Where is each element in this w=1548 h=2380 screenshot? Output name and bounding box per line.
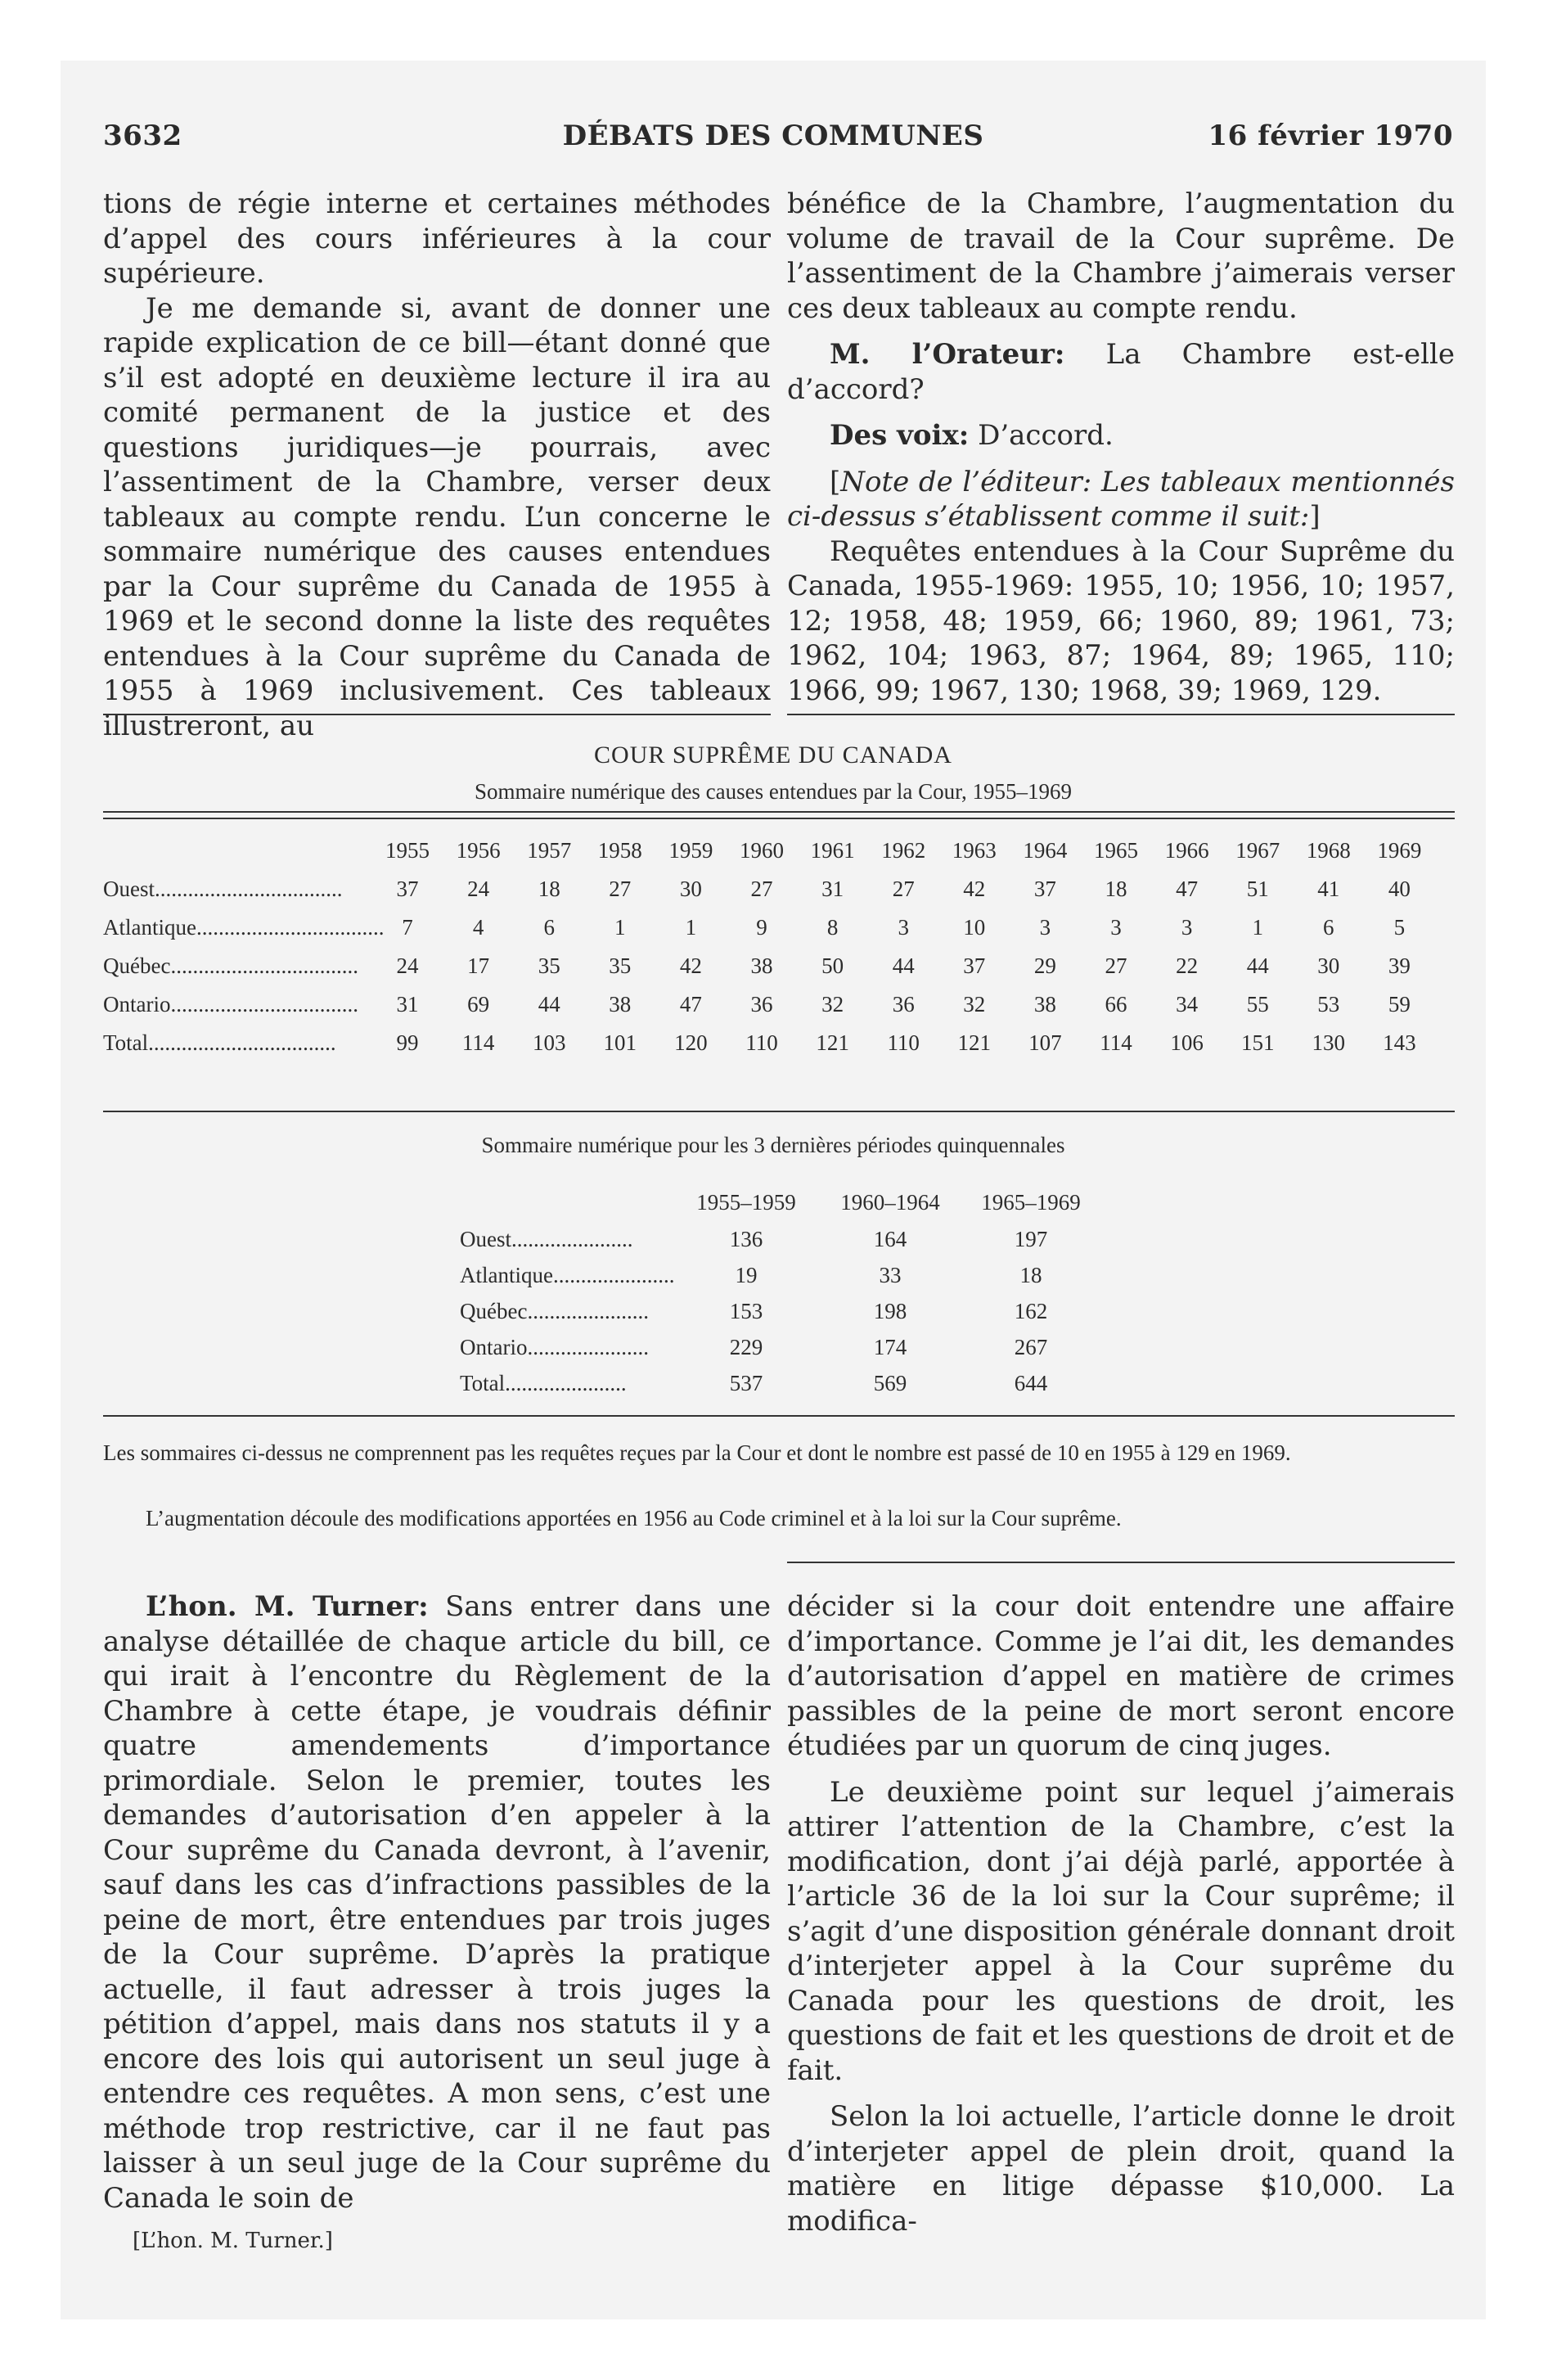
table-cell: 130 <box>1312 1030 1346 1055</box>
table-cell: 101 <box>603 1030 637 1055</box>
table-cell: 40 <box>1388 877 1411 901</box>
table-cell: 29 <box>1033 953 1056 978</box>
table-cell: 120 <box>674 1030 708 1055</box>
year-header: 1960 <box>740 838 784 863</box>
table-cell: 38 <box>750 953 773 978</box>
table-cell: 37 <box>396 877 419 901</box>
table-cell: 39 <box>1388 953 1411 978</box>
year-header: 1965 <box>1094 838 1138 863</box>
table-cell: 106 <box>1170 1030 1204 1055</box>
row-label-text: Québec <box>103 953 171 978</box>
table-cell: 42 <box>963 877 986 901</box>
paragraph: Je me demande si, avant de donner une rapide explication de ce bill—étant donné que s’il est adopté en deuxième lecture il ira au comité permanent de la justice et des questions juridiques—je pourrais, avec l’assentiment de la Chambre, verser deux tableaux au compte rendu. L’un concerne le sommaire numérique des causes entendues par la Cour suprême du Canada de 1955 à 1969 et le second donne la liste des requêtes entendues à la Cour suprême du Canada de 1955 à 1969 inclusivement. Ces tableaux illustreront, au <box>103 291 771 742</box>
table-cell: 35 <box>538 953 560 978</box>
table-cell: 18 <box>1105 877 1127 901</box>
row-label <box>460 1335 649 1360</box>
table-cell: 66 <box>1105 992 1127 1016</box>
row-label-text: Ontario <box>460 1335 528 1359</box>
table-cell: 27 <box>609 877 632 901</box>
year-header: 1956 <box>456 838 501 863</box>
table-cell: 110 <box>745 1030 778 1055</box>
table-cell: 1 <box>1252 915 1263 940</box>
table-cell: 19 <box>735 1263 758 1287</box>
table-cell: 1 <box>685 915 697 940</box>
table-cell: 103 <box>532 1030 566 1055</box>
table-cell: 31 <box>821 877 844 901</box>
leader-dots: .................................. <box>196 915 385 940</box>
table-cell: 22 <box>1176 953 1199 978</box>
table-cell: 32 <box>821 992 844 1016</box>
speech-text: Sans entrer dans une analyse détaillée de chaque article du bill, ce qui irait à l’encontre du Règlement de la Chambre à cette étape, je voudrais définir quatre amendements d’importance primordiale. Selon le premier, toutes les demandes d’autorisation d’en appeler à la Cour suprême du Canada devront, à l’avenir, sauf dans les cas d’infractions passibles de la peine de mort, être entendues par trois juges de la Cour suprême. D’après la pratique actuelle, il faut adresser à trois juges la pétition d’appel, mais dans nos statuts il y a encore des lois qui autorisent un seul juge à entendre ces requêtes. A mon sens, c’est une méthode trop restrictive, car il ne faut pas laisser à un seul juge de la Cour suprême du Canada le soin de <box>103 1590 772 2215</box>
paragraph: bénéfice de la Chambre, l’augmentation du volume de travail de la Cour suprême. De l’assentiment de la Chambre j’aimerais verser ces deux tableaux au compte rendu. <box>787 187 1455 325</box>
table-cell: 3 <box>1110 915 1122 940</box>
table-cell: 164 <box>873 1227 907 1251</box>
table-cell: 41 <box>1317 877 1340 901</box>
leader-dots: .................................. <box>148 1030 336 1055</box>
speaker-name: L’hon. M. Turner: <box>146 1590 429 1623</box>
table-cell: 3 <box>1039 915 1051 940</box>
leader-dots: ...................... <box>511 1227 633 1251</box>
row-label <box>460 1371 645 1396</box>
table-cell: 644 <box>1014 1371 1048 1395</box>
table-cell: 55 <box>1246 992 1269 1016</box>
row-label <box>460 1299 649 1324</box>
table-cell: 151 <box>1240 1030 1275 1055</box>
table-cell: 37 <box>963 953 986 978</box>
table-cell: 33 <box>879 1263 902 1287</box>
table-cell: 6 <box>543 915 555 940</box>
year-header: 1962 <box>881 838 926 863</box>
year-header: 1963 <box>952 838 997 863</box>
table-cell: 69 <box>467 992 490 1016</box>
table-cell: 44 <box>1246 953 1269 978</box>
row-label-text: Atlantique <box>103 915 196 940</box>
row-label-text: Atlantique <box>460 1263 553 1287</box>
scanned-page <box>61 61 1486 2319</box>
table-cell: 51 <box>1246 877 1269 901</box>
year-header: 1968 <box>1306 838 1351 863</box>
table-title: COUR SUPRÊME DU CANADA <box>594 741 952 769</box>
table-cell: 10 <box>963 915 986 940</box>
table-cell: 32 <box>963 992 986 1016</box>
table-cell: 110 <box>887 1030 920 1055</box>
table-cell: 36 <box>750 992 773 1016</box>
table-cell: 44 <box>892 953 915 978</box>
row-label-text: Ouest <box>103 877 155 901</box>
table-cell: 121 <box>957 1030 992 1055</box>
journal-title: DÉBATS DES COMMUNES <box>562 119 984 152</box>
paragraph: décider si la cour doit entendre une affaire d’importance. Comme je l’ai dit, les demandes d’autorisation d’appel en matière de crimes passibles de la peine de mort seront encore étudiées par un quorum de cinq juges. <box>787 1590 1455 1762</box>
table-cell: 267 <box>1014 1335 1048 1359</box>
table-cell: 17 <box>467 953 490 978</box>
speaker-name: M. l’Orateur: <box>830 338 1065 371</box>
table-cell: 99 <box>396 1030 419 1055</box>
table-cell: 31 <box>396 992 419 1016</box>
row-label-text: Total <box>103 1030 149 1055</box>
row-label <box>460 1227 645 1252</box>
speech-paragraph <box>103 1589 771 2215</box>
table-cell: 162 <box>1014 1299 1048 1323</box>
leader-dots: .................................. <box>155 877 343 901</box>
table-cell: 44 <box>538 992 560 1016</box>
paragraph: tions de régie interne et certaines méthodes d’appel des cours inférieures à la cour supérieure. <box>103 187 771 290</box>
table-cell: 136 <box>729 1227 763 1251</box>
speaker-reference: [L’hon. M. Turner.] <box>133 2229 333 2253</box>
table-subtitle: Sommaire numérique des causes entendues par la Cour, 1955–1969 <box>475 779 1072 804</box>
table-cell: 8 <box>826 915 839 940</box>
table-cell: 36 <box>892 992 915 1016</box>
table-cell: 121 <box>816 1030 849 1055</box>
divider <box>103 1415 1455 1417</box>
table-cell: 59 <box>1388 992 1411 1016</box>
table-note: Les sommaires ci-dessus ne comprennent pas les requêtes reçues par la Cour et dont le nombre est passé de 10 en 1955 à 129 en 1969. <box>103 1440 1291 1465</box>
table-cell: 3 <box>1181 915 1193 940</box>
table-cell: 53 <box>1317 992 1340 1016</box>
table-cell: 1 <box>614 915 626 940</box>
table-cell: 34 <box>1176 992 1199 1016</box>
year-header: 1957 <box>527 838 572 863</box>
row-label-text: Total <box>460 1371 506 1395</box>
period-header: 1955–1959 <box>696 1190 796 1215</box>
leader-dots: ...................... <box>527 1299 649 1323</box>
table-cell: 143 <box>1383 1030 1416 1055</box>
table-cell: 30 <box>1317 953 1340 978</box>
speech-text: D’accord. <box>978 419 1114 452</box>
table-cell: 50 <box>821 953 844 978</box>
table-cell: 27 <box>1105 953 1127 978</box>
table-cell: 153 <box>729 1299 763 1323</box>
paragraph: Le deuxième point sur lequel j’aimerais attirer l’attention de la Chambre, c’est la modification, dont j’ai déjà parlé, apportée à l’article 36 de la loi sur la Cour suprême; il s’agit d’une disposition générale donnant droit d’interjeter appel à la Cour suprême du Canada pour les questions de droit, les questions de fait et les questions de droit et de fait. <box>787 1775 1455 2087</box>
table-cell: 7 <box>402 915 413 940</box>
paragraph: Requêtes entendues à la Cour Suprême du Canada, 1955-1969: 1955, 10; 1956, 10; 1957, 12; 1958, 48; 1959, 66; 1960, 89; 1961, 73; 1962, 104; 1963, 87; 1964, 89; 1965, 110; 1966, 99; 1967, 130; 1968, 39; 1969, 129. <box>787 534 1455 707</box>
table-cell: 5 <box>1393 915 1406 940</box>
table-cell: 18 <box>1019 1263 1042 1287</box>
table-cell: 27 <box>750 877 773 901</box>
table-cell: 47 <box>679 992 702 1016</box>
row-label-text: Ontario <box>103 992 171 1016</box>
table-cell: 3 <box>898 915 909 940</box>
year-header: 1969 <box>1377 838 1422 863</box>
table-cell: 47 <box>1176 877 1199 901</box>
table-cell: 197 <box>1014 1227 1048 1251</box>
table-cell: 38 <box>609 992 632 1016</box>
leader-dots: ...................... <box>505 1371 627 1395</box>
table-cell: 537 <box>729 1371 763 1395</box>
table-cell: 229 <box>729 1335 763 1359</box>
table-note: L’augmentation découle des modifications apportées en 1956 au Code criminel et à la loi sur la Cour suprême. <box>146 1506 1122 1530</box>
period-header: 1960–1964 <box>840 1190 940 1215</box>
table-cell: 27 <box>892 877 915 901</box>
year-header: 1958 <box>597 838 642 863</box>
table-cell: 42 <box>679 953 702 978</box>
table-cell: 37 <box>1033 877 1056 901</box>
bottom-left-column <box>103 1589 771 2259</box>
page-date: 16 février 1970 <box>1208 119 1453 152</box>
year-header: 1967 <box>1235 838 1280 863</box>
table-five-year-summary <box>61 61 1486 1452</box>
speech-text: La Chambre est-elle d’accord? <box>787 338 1455 406</box>
table-cell: 6 <box>1323 915 1334 940</box>
table-cell: 38 <box>1033 992 1056 1016</box>
row-label-text: Ouest <box>460 1227 511 1251</box>
table-cell: 18 <box>538 877 560 901</box>
table2-title: Sommaire numérique pour les 3 dernières périodes quinquennales <box>481 1133 1065 1157</box>
divider <box>787 1562 1455 1563</box>
leader-dots: ...................... <box>527 1335 649 1359</box>
leader-dots: ...................... <box>552 1263 675 1287</box>
row-label <box>460 1263 675 1288</box>
year-header: 1959 <box>668 838 713 863</box>
table-cell: 4 <box>472 915 484 940</box>
table-cell: 198 <box>873 1299 907 1323</box>
table-cell: 24 <box>396 953 419 978</box>
speaker-name: Des voix: <box>830 419 970 452</box>
editor-note: [Note de l’éditeur: Les tableaux mentionnés ci-dessus s’établissent comme il suit:] <box>787 465 1455 533</box>
year-header: 1964 <box>1023 838 1068 863</box>
table-cell: 9 <box>756 915 767 940</box>
year-header: 1961 <box>810 838 855 863</box>
leader-dots: .................................. <box>170 953 358 978</box>
table-cell: 107 <box>1028 1030 1062 1055</box>
editor-note-text: Note de l’éditeur: Les tableaux mentionnés ci-dessus s’établissent comme il suit: <box>787 465 1455 533</box>
paragraph: Selon la loi actuelle, l’article donne le droit d’interjeter appel de plein droit, quand la matière en litige dépasse $10,000. La modifica- <box>787 2100 1455 2238</box>
table-cell: 174 <box>873 1335 907 1359</box>
bottom-right-column <box>787 1589 1455 2238</box>
table-cell: 114 <box>1100 1030 1132 1055</box>
row-label-text: Québec <box>460 1299 528 1323</box>
table-cell: 114 <box>461 1030 495 1055</box>
table-cell: 569 <box>873 1371 907 1395</box>
year-header: 1966 <box>1164 838 1209 863</box>
leader-dots: .................................. <box>170 992 358 1016</box>
year-header: 1955 <box>385 838 430 863</box>
page-number: 3632 <box>103 119 182 152</box>
period-header: 1965–1969 <box>981 1190 1081 1215</box>
table-cell: 24 <box>467 877 490 901</box>
table-cell: 35 <box>609 953 632 978</box>
table-cell: 30 <box>679 877 702 901</box>
